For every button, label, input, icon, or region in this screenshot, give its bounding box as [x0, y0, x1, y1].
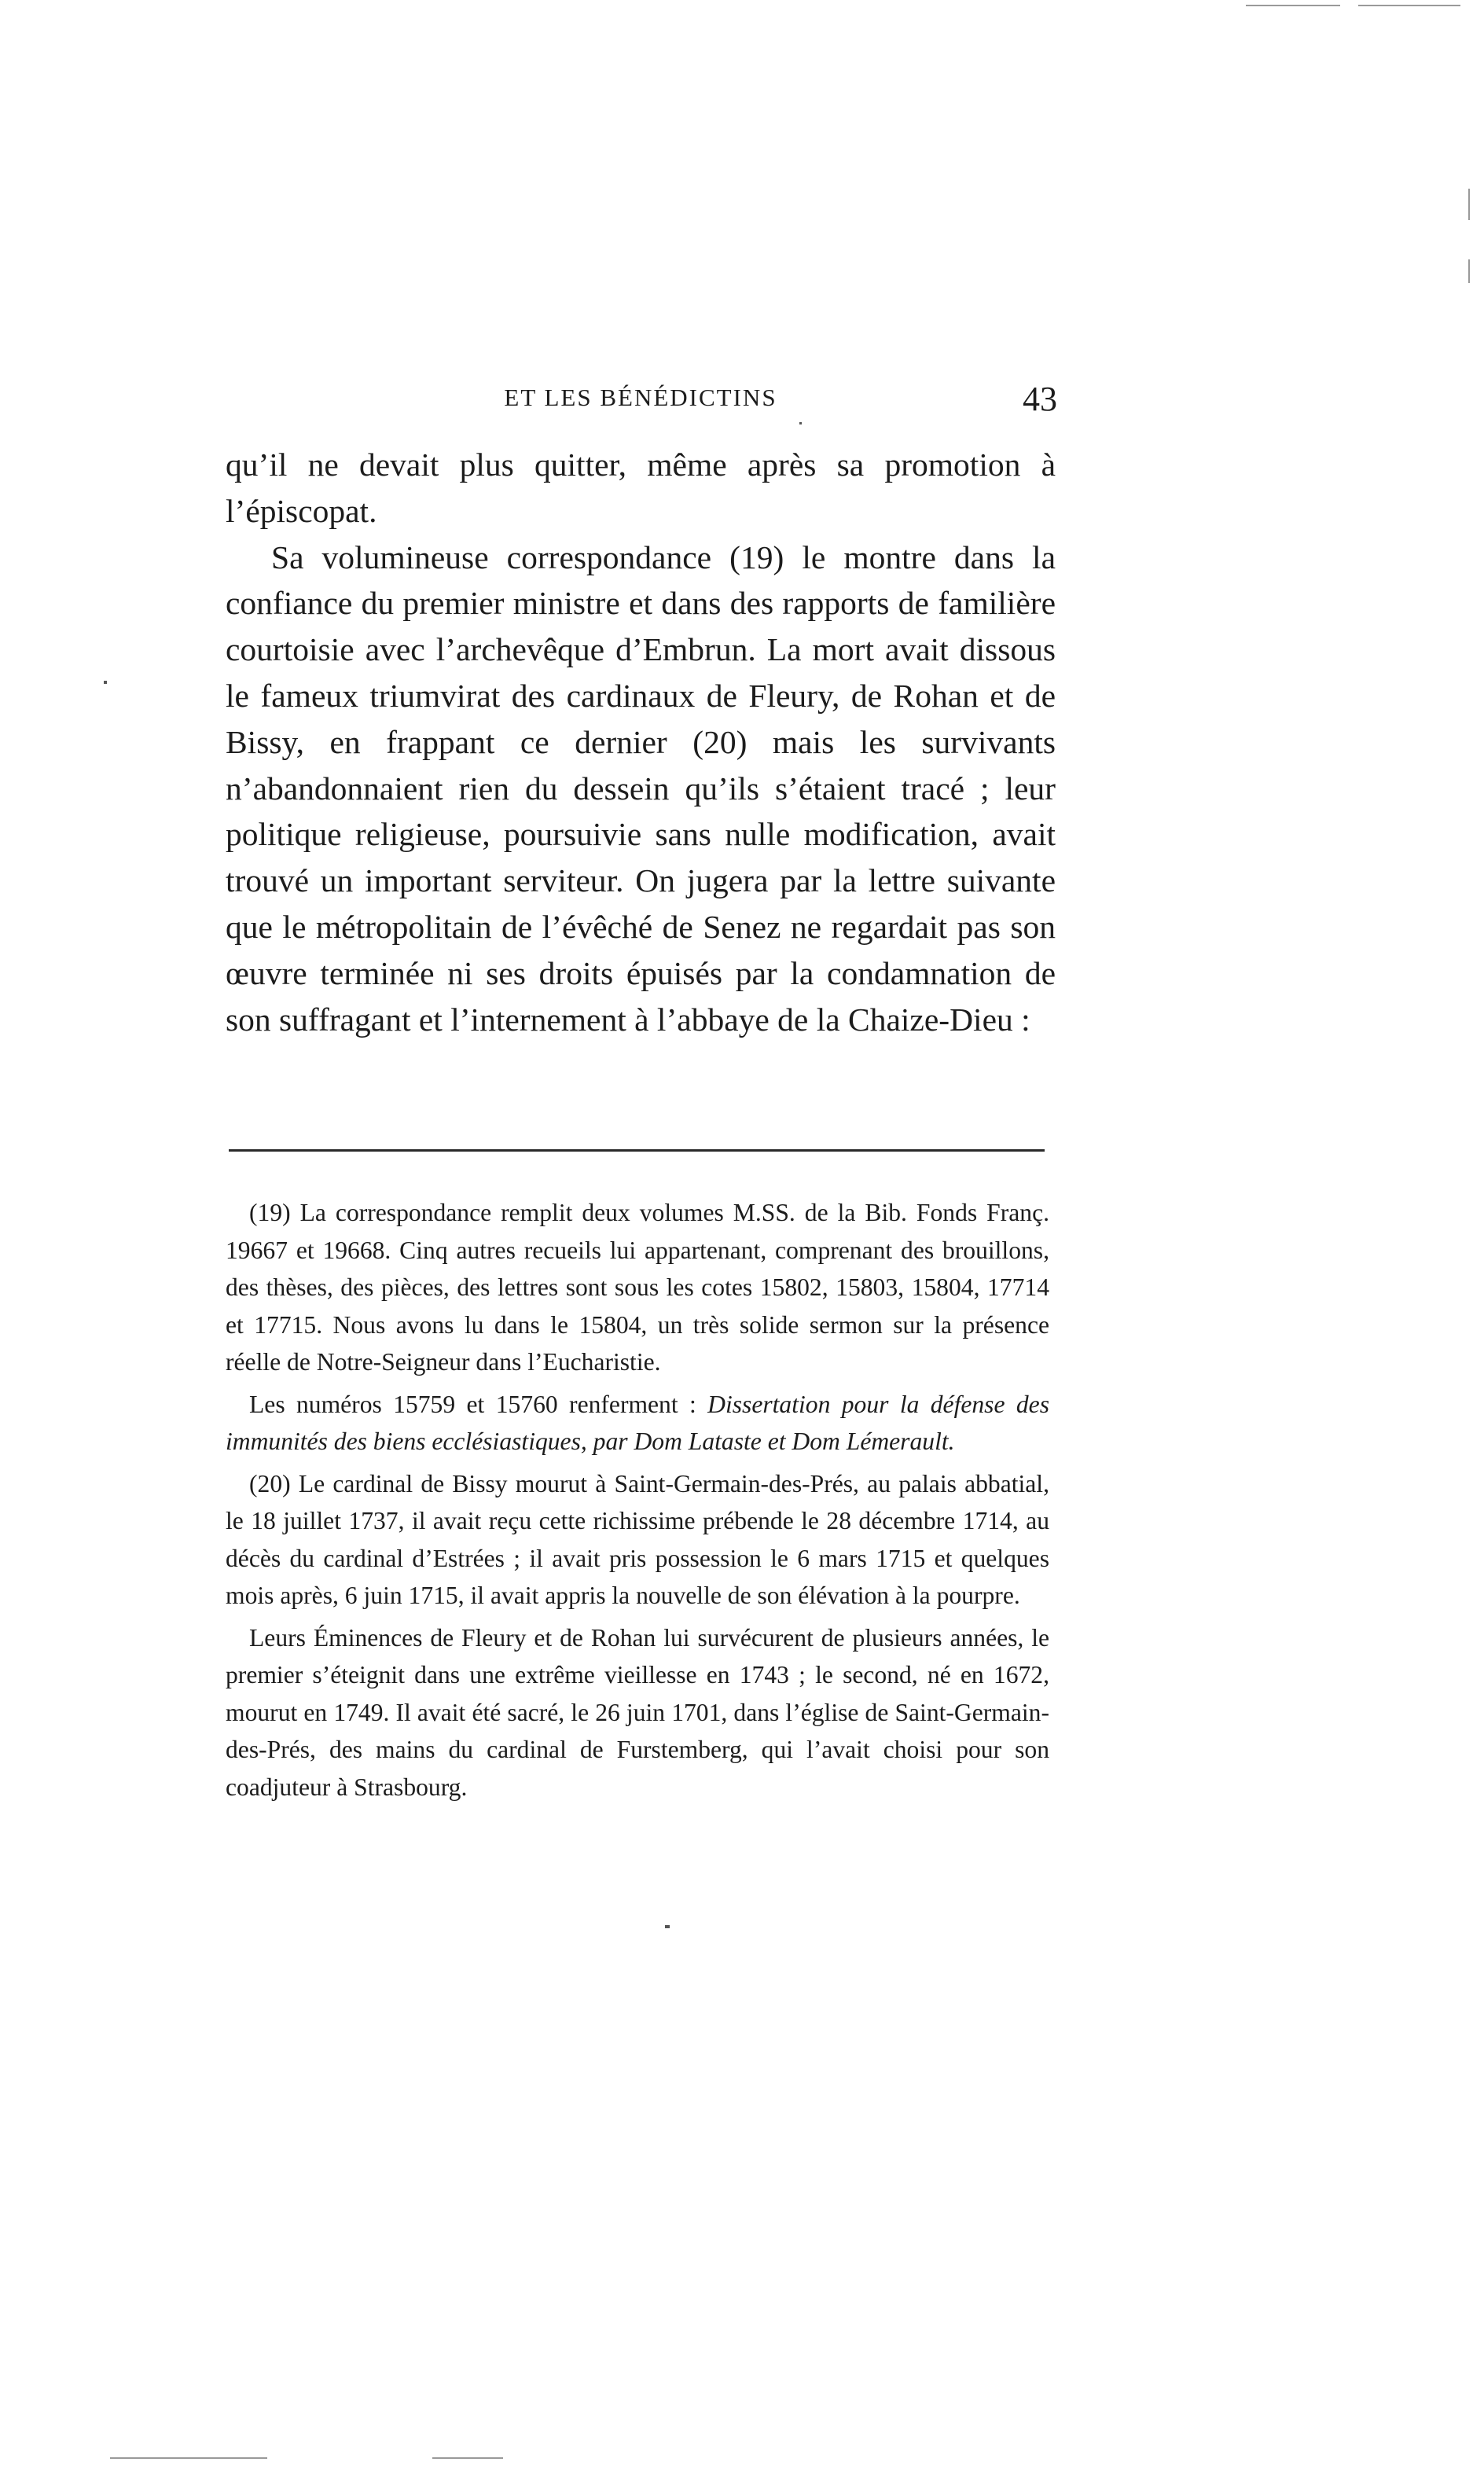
main-text: [226, 442, 1056, 1042]
scan-edge-mark: [1468, 189, 1470, 220]
scan-edge-mark: [1358, 5, 1460, 6]
scan-edge-mark: [432, 2457, 503, 2459]
scan-edge-mark: [1468, 259, 1470, 283]
footnote-19-lead: Les numéros 15759 et 15760 renferment :: [249, 1390, 708, 1418]
running-head: [224, 376, 1057, 423]
scan-edge-mark: [1246, 5, 1340, 6]
scan-edge-mark: [110, 2457, 267, 2459]
footnotes: [226, 1194, 1049, 1810]
footnote-19: (19) La correspondance remplit deux volumes M.SS. de la Bib. Fonds Franç. 19667 et 19668. Cinq autres recueils lui appartenant, comprenant des brouillons, des thèses, des pièces, des lettres sont sous les cotes 15802, 15803, 15804, 17714 et 17715. Nous avons lu dans le 15804, un très solide sermon sur la présence réelle de Notre-Seigneur dans l’Eucharistie.: [226, 1199, 1049, 1376]
footnote-20-continued: Leurs Éminences de Fleury et de Rohan lui survécurent de plusieurs années, le premier s’éteignit dans une extrême vieillesse en 1743 ; le second, né en 1672, mourut en 1749. Il avait été sacré, le 26 juin 1701, dans l’église de Saint-Germain-des-Prés, des mains du cardinal de Furstemberg, qui l’avait choisi pour son coadjuteur à Strasbourg.: [226, 1623, 1049, 1801]
footnote-separator: [229, 1149, 1045, 1152]
paragraph: Sa volumineuse correspondance (19) le montre dans la confiance du premier ministre et dans des rapports de familière courtoisie avec l’archevêque d’Embrun. La mort avait dissous le fameux triumvirat des cardinaux de Fleury, de Rohan et de Bissy, en frappant ce dernier (20) mais les survivants n’abandonnaient rien du dessein qu’ils s’étaient tracé ; leur politique religieuse, poursuivie sans nulle modification, avait trouvé un important serviteur. On jugera par la lettre suivante que le métropolitain de l’évêché de Senez ne regardait pas son œuvre terminée ni ses droits épuisés par la condamnation de son suffragant et l’internement à l’abbaye de la Chaize-Dieu :: [226, 538, 1056, 1038]
dissertation-title: Dissertation pour la défense des immunités des biens ecclésiastiques, par Dom Lataste et Dom Lémerault.: [226, 1390, 1049, 1455]
paragraph: qu’il ne devait plus quitter, même après sa promotion à l’épiscopat.: [226, 446, 1056, 529]
footnote-19-continued: [226, 1386, 1049, 1461]
scan-speck: [799, 422, 802, 424]
running-title: ET LES BÉNÉDICTINS: [504, 384, 777, 411]
scan-speck: [104, 681, 107, 684]
page-number: 43: [1023, 380, 1057, 418]
footnote-20: (20) Le cardinal de Bissy mourut à Saint-Germain-des-Prés, au palais abbatial, le 18 juillet 1737, il avait reçu cette richissime prébende le 28 décembre 1714, au décès du cardinal d’Estrées ; il avait pris possession le 6 mars 1715 et quelques mois après, 6 juin 1715, il avait appris la nouvelle de son élévation à la pourpre.: [226, 1469, 1049, 1609]
scan-speck: [665, 1925, 670, 1928]
